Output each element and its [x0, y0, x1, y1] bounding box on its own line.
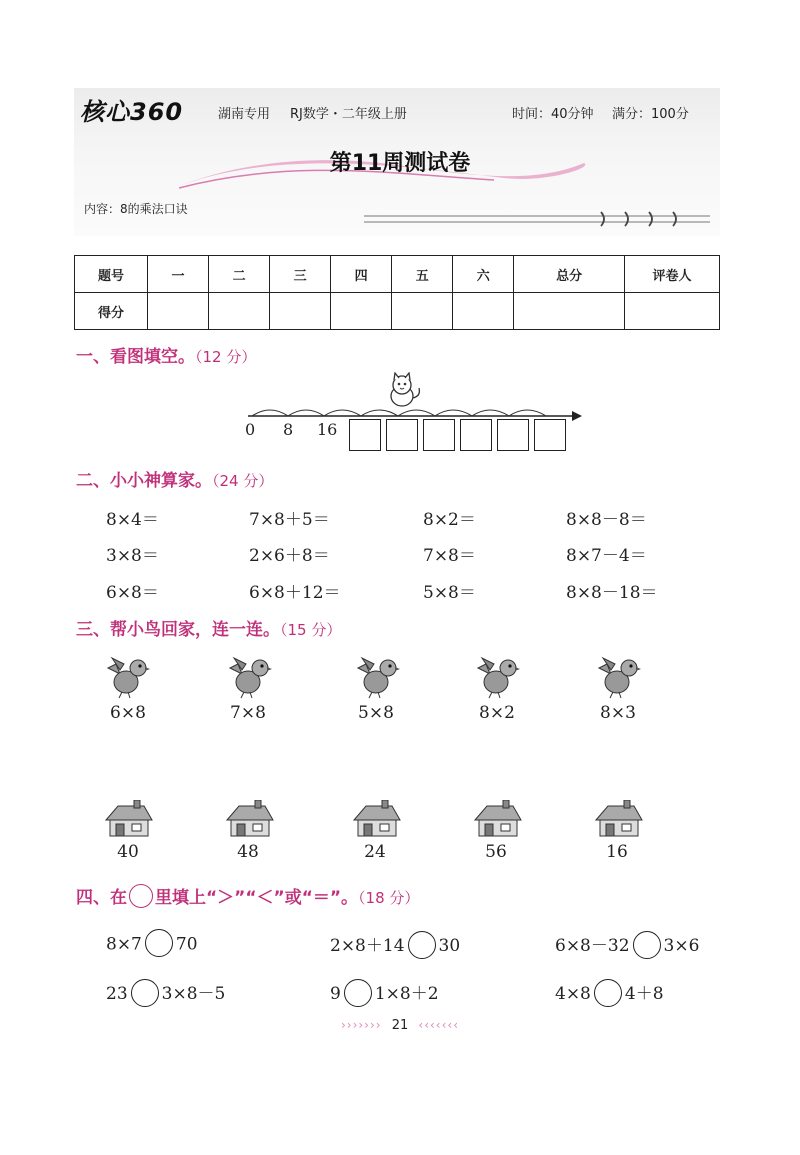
- bird-label: 6×8: [110, 703, 146, 723]
- page-title: 第11周测试卷: [329, 151, 471, 176]
- section1-points: （12 分）: [195, 348, 257, 366]
- compare-circle[interactable]: [145, 929, 173, 957]
- table-cell: 三: [270, 256, 331, 293]
- page-number-footer: [0, 1018, 800, 1033]
- number-label: 0: [245, 420, 256, 439]
- circle-symbol-icon: [129, 884, 153, 908]
- house-icon[interactable]: [104, 800, 154, 838]
- score-value-row: [75, 293, 720, 330]
- calc-problem: 8×7－4＝: [566, 546, 647, 566]
- compare-item: 6×8－32 3×6: [555, 931, 699, 961]
- page-number: 21: [391, 1018, 409, 1033]
- edition-label: RJ数学・二年级上册: [290, 107, 407, 122]
- score-input-cell[interactable]: [514, 293, 625, 330]
- brand-logo: 核心360: [80, 98, 184, 126]
- score-input-cell[interactable]: [270, 293, 331, 330]
- calc-problem: 3×8＝: [106, 546, 159, 566]
- content-label: 内容：8的乘法口诀: [84, 202, 188, 216]
- table-cell: 六: [453, 256, 514, 293]
- house-label: 48: [237, 842, 259, 862]
- compare-item: 9 1×8＋2: [330, 979, 439, 1009]
- calc-problem: 8×2＝: [423, 510, 476, 530]
- calc-problem: 2×6＋8＝: [249, 546, 330, 566]
- bird-label: 7×8: [230, 703, 266, 723]
- table-cell: 一: [148, 256, 209, 293]
- bird-icon[interactable]: [476, 654, 520, 700]
- house-icon[interactable]: [352, 800, 402, 838]
- compare-circle[interactable]: [344, 979, 372, 1007]
- score-header-row: [75, 256, 720, 293]
- calc-problem: 8×4＝: [106, 510, 159, 530]
- section4-points: （18 分）: [358, 889, 420, 907]
- compare-item: 8×7 70: [106, 931, 198, 959]
- full-score-label: 满分：100分: [612, 107, 689, 122]
- calc-problem: 7×8＋5＝: [249, 510, 330, 530]
- section4-title: 四、在 里填上“＞”“＜”或“＝”。（18 分）: [76, 883, 419, 910]
- score-input-cell[interactable]: [625, 293, 720, 330]
- time-label: 时间：40分钟: [512, 107, 594, 122]
- chevrons-right-icon: ›››››››: [340, 1018, 382, 1032]
- bird-icon[interactable]: [228, 654, 272, 700]
- table-cell: 二: [209, 256, 270, 293]
- table-cell: 题号: [75, 256, 148, 293]
- cat-icon: [391, 373, 419, 406]
- table-cell: 五: [392, 256, 453, 293]
- compare-item: 23 3×8－5: [106, 979, 225, 1009]
- house-label: 16: [606, 842, 628, 862]
- calc-problem: 5×8＝: [423, 583, 476, 603]
- house-icon[interactable]: [225, 800, 275, 838]
- score-input-cell[interactable]: [209, 293, 270, 330]
- table-cell: 得分: [75, 293, 148, 330]
- score-table: [74, 255, 720, 330]
- answer-box[interactable]: [386, 419, 418, 451]
- answer-box[interactable]: [497, 419, 529, 451]
- house-label: 56: [485, 842, 507, 862]
- calc-problem: 6×8＝: [106, 583, 159, 603]
- bird-label: 8×3: [600, 703, 636, 723]
- house-icon[interactable]: [594, 800, 644, 838]
- compare-circle[interactable]: [594, 979, 622, 1007]
- calc-problem: 7×8＝: [423, 546, 476, 566]
- calc-problem: 8×8－18＝: [566, 583, 658, 603]
- bird-label: 5×8: [358, 703, 394, 723]
- compare-circle[interactable]: [633, 931, 661, 959]
- answer-box[interactable]: [460, 419, 492, 451]
- compare-item: 4×8 4＋8: [555, 979, 664, 1009]
- bird-label: 8×2: [479, 703, 515, 723]
- score-input-cell[interactable]: [148, 293, 209, 330]
- bird-icon[interactable]: [106, 654, 150, 700]
- bird-icon[interactable]: [597, 654, 641, 700]
- house-label: 24: [364, 842, 386, 862]
- section3-points: （15 分）: [280, 621, 342, 639]
- table-cell: 总分: [514, 256, 625, 293]
- region-label: 湖南专用: [218, 107, 271, 122]
- answer-box[interactable]: [534, 419, 566, 451]
- section2-points: （24 分）: [212, 472, 274, 490]
- number-label: 16: [317, 420, 338, 439]
- answer-box[interactable]: [423, 419, 455, 451]
- section1-title: 一、看图填空。（12 分）: [76, 347, 257, 367]
- calc-problem: 8×8－8＝: [566, 510, 647, 530]
- answer-box[interactable]: [349, 419, 381, 451]
- section3-title: 三、帮小鸟回家，连一连。（15 分）: [76, 620, 342, 640]
- calc-problem: 6×8＋12＝: [249, 583, 341, 603]
- compare-circle[interactable]: [131, 979, 159, 1007]
- house-label: 40: [117, 842, 139, 862]
- bird-icon[interactable]: [356, 654, 400, 700]
- section2-title: 二、小小神算家。（24 分）: [76, 471, 274, 491]
- score-input-cell[interactable]: [331, 293, 392, 330]
- house-icon[interactable]: [473, 800, 523, 838]
- compare-item: 2×8＋14 30: [330, 931, 460, 961]
- table-cell: 评卷人: [625, 256, 720, 293]
- number-label: 8: [283, 420, 294, 439]
- score-input-cell[interactable]: [453, 293, 514, 330]
- chevrons-left-icon: ‹‹‹‹‹‹‹: [418, 1018, 459, 1032]
- table-cell: 四: [331, 256, 392, 293]
- compare-circle[interactable]: [408, 931, 436, 959]
- score-input-cell[interactable]: [392, 293, 453, 330]
